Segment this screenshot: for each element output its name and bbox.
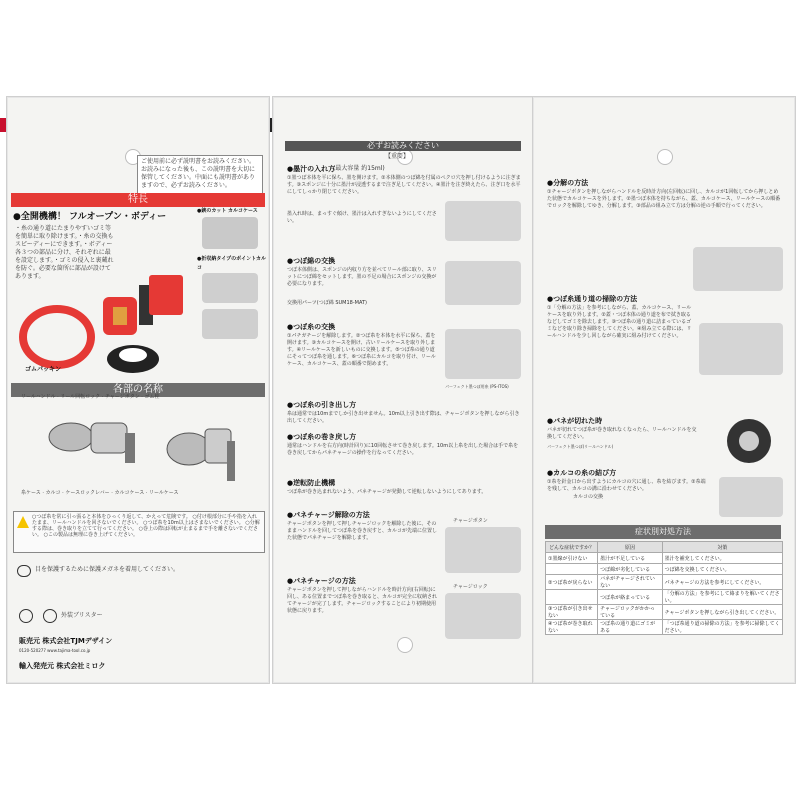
cell-cause: つぼ綿が劣化している [598,564,662,575]
features-header: 特長 [11,193,265,207]
sec3-title: ●つぼ糸の交換 [287,323,336,331]
col-symptom: どんな症状ですか？ [546,542,598,553]
sec2-text: つぼ本体側は、スポンジの内収り方を並べてリール部に取り、スリットにつぼ綿をセットします。墨の不足の場合にスポンジの交換が必要になります。 [287,267,437,287]
col-remedy: 対策 [662,542,782,553]
table-row [546,553,783,564]
sec6-title: ●逆転防止機構 [287,479,336,487]
safety-box [13,511,265,553]
table-row [546,564,783,575]
sec7-title: ●パネチャージ解除の方法 [287,511,370,519]
sec3-image [445,329,521,379]
instructions-subtitle: 【重要】 [385,153,410,160]
sec3-part: パーフェクト墨つぼ(リールハンドル) [547,444,614,449]
eye-warning: 目を保護するために保護メガネを着用してください。 [35,566,180,573]
panel-maintenance [532,96,796,684]
recycle-icon [19,609,33,623]
sec6-text: つぼ糸が巻き込まれないよう、パネチャージが発動して逆転しないようにしてあります。 [287,489,487,495]
carco-image [202,273,258,303]
sec3-part: パーフェクト墨つぼ用糸 (PS-ITOS) [445,384,509,389]
notice-text: ご使用前に必ず説明書をお読みください。お読みになった後も、この説明書を大切に保管してください。中面にも説明書がありますので、必ずお読みください。 [141,158,256,189]
cell-cause: つぼ糸の通り道にゴミがある [598,620,662,635]
cell-remedy: つぼ綿を交換してください。 [662,564,782,575]
sec1-image [445,201,521,241]
hang-hole [657,149,673,165]
cell-remedy: チャージボタンを押しながら引き出してください。 [662,605,782,620]
col-cause: 原因 [598,542,662,553]
cell-symptom: ③つぼ糸が引き出せない [546,605,598,620]
sec7-label: チャージボタン [453,518,488,524]
cell-symptom [546,590,598,605]
cell-symptom [546,564,598,575]
sec8-label: チャージロック [453,584,488,590]
notice-box [137,155,263,195]
sec1-text: ①墨つぼ本体を平に保ち、墨を開けます。②本体側のつぼ綿を付属のペクロ穴を押し付けるように注ぎます。③スポンジに十分に墨汁が浸透するまで注ぎ足してください。④墨汁を注ぎ終えたら、注ぎ口を水平にしてしっかり閉じてください。 [287,175,521,195]
names-header: 各部の名称 [11,383,265,397]
cell-remedy: 「つぼ糸通り道の掃除の方法」を参考に掃除してください。 [662,620,782,635]
sec8-image [445,593,521,639]
sec2-image [445,261,521,305]
sec7-text: チャージボタンを押して押しチャージロックを解除した後に、そのままハンドルを回してつぼ糸を巻き戻すと、カルコが先端に位置した状態でパネチャージを解除します。 [287,521,438,541]
part-labels-bottom: 糸ケース · カルコ · ケースロックレバー · カルコケース · リールケース [21,490,179,496]
part-reel-lock: リール回転ロック [60,394,101,400]
cell-cause: チャージロックがかかっている [598,605,662,620]
sec3-title: ●バネが切れた時 [547,417,603,425]
sec1-warn: 墨入れ時は、まっすぐ傾け、墨汁は入れすぎないようにしてください。 [287,211,437,224]
sec2-text: ①「分解の方法」を参考にしながら、蓋、カルコケース、リールケースを取り外します。②蓋・つぼ本体の通り道を布で拭き取るなどしてゴミを除去します。③つぼ糸の通り道に詰まっているゴミなどを取り除き掃除をしてください。④組み立てる際には、リールハンドルを少し回しながら確実に組み付けてください。 [547,305,692,339]
features-heading: ●全開機構！ フルオープン・ボディー [13,212,167,222]
carco-label: ●折収納タイプのボイントカルコ [197,256,266,271]
warning-icon [17,516,29,528]
table-row [546,590,783,605]
table-row [546,620,783,635]
cell-remedy: 「分解の方法」を参考にして絡まりを解いてください。 [662,590,782,605]
cutter-label: ●鋏のカット カルコケース [197,208,258,214]
cell-cause: 墨汁が不足している [598,553,662,564]
cell-symptom: ②つぼ糸が戻らない [546,575,598,590]
sec3-text: ①パチガチージを解除します。②つぼ糸を本体を水平に保ち、蓋を開けます。③カルコケースを開け、古いリールケースを取り外します。④リールケースを新しいものに交換します。⑤つぼ糸の通り道にそってつぼ糸を通します。⑥つぼ糸にカルコを取り付け、リールケース、カルコケース、蓋の順番で閉めます。 [287,333,436,367]
spring-image [723,415,775,467]
panel-instructions [272,96,536,684]
table-row [546,605,783,620]
sec1-text: ①チャージボタンを押しながらハンドルを反時計方向(左回転)に回し、カルコが1回転してから押しとめた状態でカルコケースを外します。②墨つぼ本体を持ちながら、蓋、カルコケース、リールケースの順番でロックを解除してゆき、分解します。③部品の組み立て方は分解の逆の手順で行ってください。 [547,189,781,209]
recycle-icon-2 [43,609,57,623]
sec1-title: ●分解の方法 [547,179,589,187]
part-carco-case: カルコケース [114,490,145,496]
instructions-header: 必ずお読みください [285,141,521,151]
panel-front [6,96,270,684]
sec4-text: ①糸を針金口から出すようにカルコの穴に通し、糸を結びます。②糸端を残して、カルコの溝に沿わせてください。 [547,479,706,492]
trouble-table [545,541,783,635]
part-carco: カルコ [45,490,61,496]
sec2-image [699,323,783,375]
cell-remedy: パネチャージの方法を参考にしてください。 [662,575,782,590]
product-image [15,267,195,377]
table-row [546,575,783,590]
sec1-title: ●墨汁の入れ方 [287,165,336,173]
trouble-header-row [546,542,783,553]
sec4-title: ●つぼ糸の引き出し方 [287,401,357,409]
features-text: ・糸の通り道にたまりやすいゴミ等を簡単に取り除けます。・糸の交換もスピーディーにできます。・ボディー各３つの部品に分け、それぞれに最を設定します。・ゴミの侵入と裏蔵れを防ぐ。必要な箇所に部品が設けてあります。 [15,225,114,280]
recycle-label: 外装ブリスター [61,612,103,619]
cell-symptom: ①墨線が引けない [546,553,598,564]
sec8-text: チャージボタンを押して押しながらハンドルを時計方向(右回転)に回し、ある位置までつぼ糸を巻き取ると、カルコが完全に収納されてチャージが完了します。チャージロックすることにより初期使用状態に戻ります。 [287,587,438,614]
importer: 輸入発売元 株式会社ミロク [19,662,106,670]
cutter-image [202,217,258,249]
part-thread-case: 糸ケース [21,490,41,496]
part-reel-handle: リールハンドル [21,394,56,400]
trouble-header: 症状別対処方法 [545,525,781,539]
part-labels: リールハンドル · リール回転ロック · チャージボタン · ゴム栓 [21,394,160,400]
seller-url: 0120-520277 www.tajima-tool.co.jp [19,648,91,653]
safety-text: ○つぼ糸を常に引っ張ると本体をひっくり返して、かえって危険です。 ○付け根部分に手や指を入れたまま、リールハンドルを回さないでください。 ○つぼ糸を10m以上はさまないでください。 ○分解する際は、巻き取りを立てて行ってください。 ○巻上の際は回転が止まるまで手を離さないでください。 ○この製品は無理に巻き上げてください。 [32,514,260,538]
sec4-image [719,477,783,517]
sec4-text: 糸は通常では10mまでしか引き出せません。10m以上引き出す際は、チャージボタンを押しながら引き出してください。 [287,411,520,424]
packing-label: ゴムパッキン [25,366,61,373]
sec2-part: 交換用パーツ(つぼ綿 SUM18-MAT) [287,300,368,306]
sec2-title: ●つぼ綿の交換 [287,257,336,265]
sec1-sub: (最大容量 約15ml) [333,165,385,172]
carco-image-2 [202,309,258,339]
sec3-text: バネが切れてつぼ糸が巻き取れなくなったら、リールハンドルを交換してください。 [547,427,697,440]
sec4-title: ●カルコの糸の結び方 [547,469,617,477]
sec5-text: 通常はハンドルを右方向(時計回り)に10回転させて巻き戻します。10m以上糸を出した場合は手で糸を巻き戻してからパネチャージの操作を行なってください。 [287,443,519,456]
eye-icon [17,565,31,577]
sec2-title: ●つぼ糸通り道の掃除の方法 [547,295,638,303]
part-rubber-cap: ゴム栓 [144,394,160,400]
seller: 販売元 株式会社TJMデザイン [19,637,113,645]
sec8-title: ●パネチャージの方法 [287,577,356,585]
sec1-image [693,247,783,291]
hang-hole-bottom [397,637,413,653]
sec4-label: カルコの交換 [573,494,604,500]
cell-cause: バネがチャージされていない [598,575,662,590]
cell-symptom: ④つぼ糸が巻き取れない [546,620,598,635]
part-case-lock: ケースロックレバー [65,490,110,496]
cell-cause: つぼ糸が絡まっている [598,590,662,605]
sec5-title: ●つぼ糸の巻き戻し方 [287,433,357,441]
sec7-image [445,527,521,573]
cell-remedy: 墨汁を補充してください。 [662,553,782,564]
part-reel-case: リールケース [148,490,179,496]
part-charge-button: チャージボタン [104,394,140,400]
